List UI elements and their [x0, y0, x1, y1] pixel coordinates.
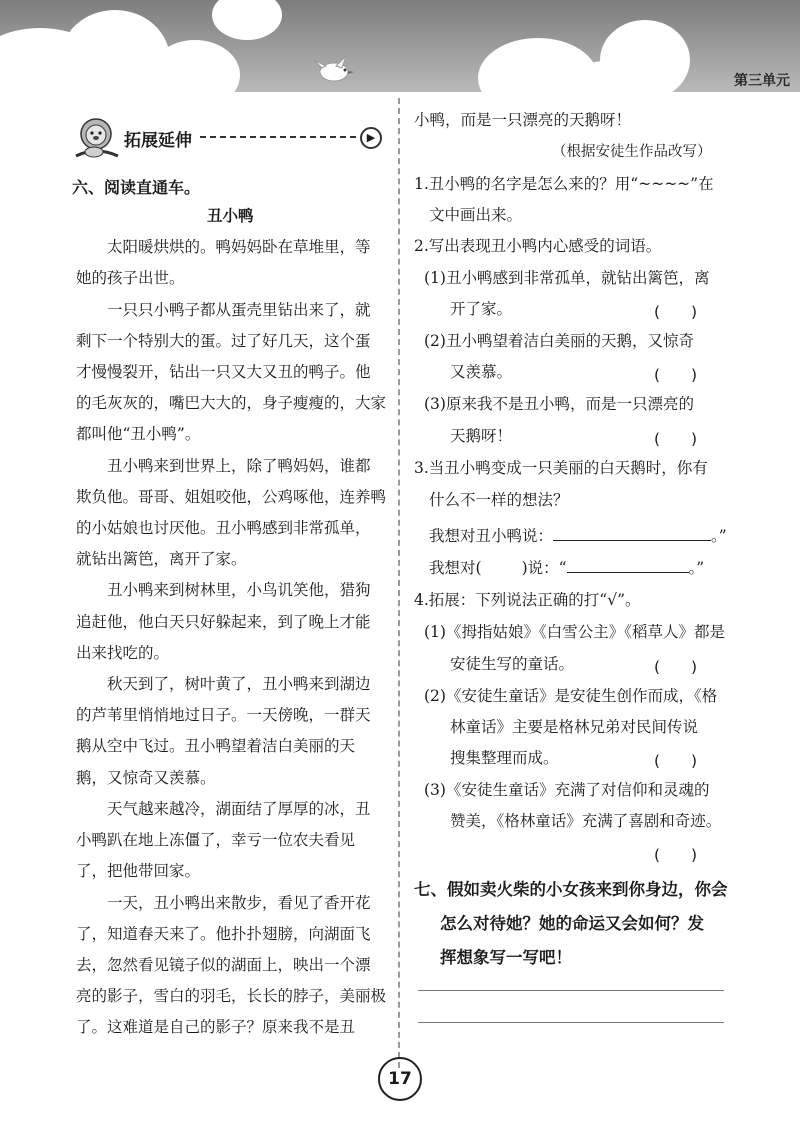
answer-prompt: 我想对(: [429, 559, 482, 577]
section-banner: [72, 116, 388, 162]
section-seven-cont: 挥想象写一写吧！: [440, 948, 572, 967]
cloud-decoration: [212, 0, 282, 40]
section-seven-title: 七、假如卖火柴的小女孩来到你身边，你会: [414, 880, 728, 899]
story-line: 都叫他“丑小鸭”。: [76, 425, 201, 443]
story-line: 追赶他，他白天只好躲起来，到了晚上才能: [76, 613, 371, 631]
section-banner-title: 拓展延伸: [124, 131, 192, 151]
header-banner: [0, 0, 800, 92]
writing-line[interactable]: [418, 1022, 724, 1023]
answer-parentheses[interactable]: ( ): [654, 366, 698, 384]
question-4-3: (3)《安徒生童话》充满了对信仰和灵魂的: [424, 781, 710, 799]
question-2-2-cont: 又羡慕。: [450, 363, 513, 381]
page-number: 17: [378, 1057, 422, 1101]
story-line: 鹅，又惊奇又羡慕。: [76, 769, 216, 787]
story-line: 丑小鸭来到世界上，除了鸭妈妈，谁都: [107, 457, 371, 475]
story-line: 天气越来越冷，湖面结了厚厚的冰，丑: [107, 800, 371, 818]
question-3-cont: 什么不一样的想法？: [429, 491, 569, 509]
story-line: 的小姑娘也讨厌他。丑小鸭感到非常孤单，: [76, 519, 371, 537]
answer-parentheses[interactable]: ( ): [654, 752, 698, 770]
story-line: 丑小鸭来到树林里，小鸟讥笑他，猎狗: [107, 581, 371, 599]
story-line: 了，知道春天来了。他扑扑翅膀，向湖面飞: [76, 925, 371, 943]
question-2-3: (3)原来我不是丑小鸭，而是一只漂亮的: [424, 395, 694, 413]
story-line: 的芦苇里悄悄地过日子。一天傍晚，一群天: [76, 706, 371, 724]
story-line: 的毛灰灰的，嘴巴大大的，身子瘦瘦的，大家: [76, 394, 387, 412]
question-3-answer-1: [429, 524, 727, 546]
answer-prompt-mid: )说：“: [521, 559, 567, 577]
story-line: 亮的影子，雪白的羽毛，长长的脖子，美丽极: [76, 987, 387, 1005]
question-1: [414, 174, 714, 194]
question-3-answer-2: [429, 556, 704, 578]
story-line: 了，把他带回家。: [76, 862, 201, 880]
question-2-2: (2)丑小鸭望着洁白美丽的天鹅，又惊奇: [424, 332, 694, 350]
column-divider: [398, 98, 400, 1068]
writing-line[interactable]: [418, 990, 724, 991]
answer-parentheses[interactable]: ( ): [654, 430, 698, 448]
story-line: 出来找吃的。: [76, 644, 170, 662]
story-line: 一只只小鸭子都从蛋壳里钻出来了，就: [107, 301, 371, 319]
answer-parentheses[interactable]: ( ): [654, 658, 698, 676]
answer-end: 。”: [711, 527, 727, 545]
story-line: 小鸭，而是一只漂亮的天鹅呀！: [414, 111, 632, 129]
question-3: 3.当丑小鸭变成一只美丽的白天鹅时，你有: [414, 459, 708, 477]
wavy-line-symbol: ~~~~: [638, 175, 691, 193]
story-line: 去，忽然看见镜子似的湖面上，映出一个漂: [76, 956, 371, 974]
answer-parentheses[interactable]: ( ): [654, 846, 698, 864]
story-line: 才慢慢裂开，钻出一只又大又丑的鸭子。他: [76, 363, 371, 381]
story-line: 小鸭趴在地上冻僵了，幸亏一位农夫看见: [76, 831, 356, 849]
story-line: 鹅从空中飞过。丑小鸭望着洁白美丽的天: [76, 737, 356, 755]
question-2-3-cont: 天鹅呀！: [450, 427, 513, 445]
answer-end: 。”: [688, 559, 705, 577]
answer-blank[interactable]: [553, 524, 711, 541]
story-line: 了。这难道是自己的影子？原来我不是丑: [76, 1018, 356, 1036]
story-line: 剩下一个特别大的蛋。过了好几天，这个蛋: [76, 332, 371, 350]
question-1-cont: 文中画出来。: [429, 206, 523, 224]
bird-icon: [312, 54, 356, 84]
story-line: 秋天到了，树叶黄了，丑小鸭来到湖边: [107, 675, 371, 693]
question-1-text: 1.丑小鸭的名字是怎么来的？用“: [414, 175, 639, 193]
question-4: 4.拓展：下列说法正确的打“√”。: [414, 591, 641, 609]
question-2-1-cont: 开了家。: [450, 300, 513, 318]
story-line: 欺负他。哥哥、姐姐咬他，公鸡啄他，连养鸭: [76, 488, 387, 506]
question-4-2: (2)《安徒生童话》是安徒生创作而成，《格: [424, 687, 718, 705]
question-4-1-cont: 安徒生写的童话。: [450, 655, 575, 673]
lion-mascot-icon: [72, 116, 122, 162]
question-2: 2.写出表现丑小鸭内心感受的词语。: [414, 237, 662, 255]
banner-dashed-line: [200, 136, 356, 138]
story-title: 丑小鸭: [207, 206, 254, 225]
answer-parentheses[interactable]: ( ): [654, 303, 698, 321]
question-4-1: (1)《拇指姑娘》《白雪公主》《稻草人》都是: [424, 623, 725, 641]
answer-prompt: 我想对丑小鸭说：: [429, 527, 554, 545]
answer-blank[interactable]: [567, 556, 689, 573]
section-seven-cont: 怎么对待她？她的命运又会如何？发: [440, 914, 704, 933]
question-4-2-cont: 搜集整理而成。: [450, 749, 559, 767]
question-2-1: (1)丑小鸭感到非常孤单，就钻出篱笆，离: [424, 269, 710, 287]
story-line: 就钻出篱笆，离开了家。: [76, 550, 247, 568]
question-4-2-cont: 林童话》主要是格林兄弟对民间传说: [450, 718, 699, 736]
unit-label: 第三单元: [734, 73, 790, 89]
question-4-3-cont: 赞美，《格林童话》充满了喜剧和奇迹。: [450, 812, 722, 830]
story-line: 太阳暖烘烘的。鸭妈妈卧在草堆里，等: [107, 238, 371, 256]
section-six-title: 六、阅读直通车。: [72, 178, 201, 197]
story-source: （根据安徒生作品改写）: [552, 144, 712, 160]
story-line: 一天，丑小鸭出来散步，看见了香开花: [107, 894, 371, 912]
play-arrow-icon: ▶: [360, 127, 382, 149]
story-line: 她的孩子出世。: [76, 269, 185, 287]
question-1-text-end: ”在: [690, 175, 714, 193]
